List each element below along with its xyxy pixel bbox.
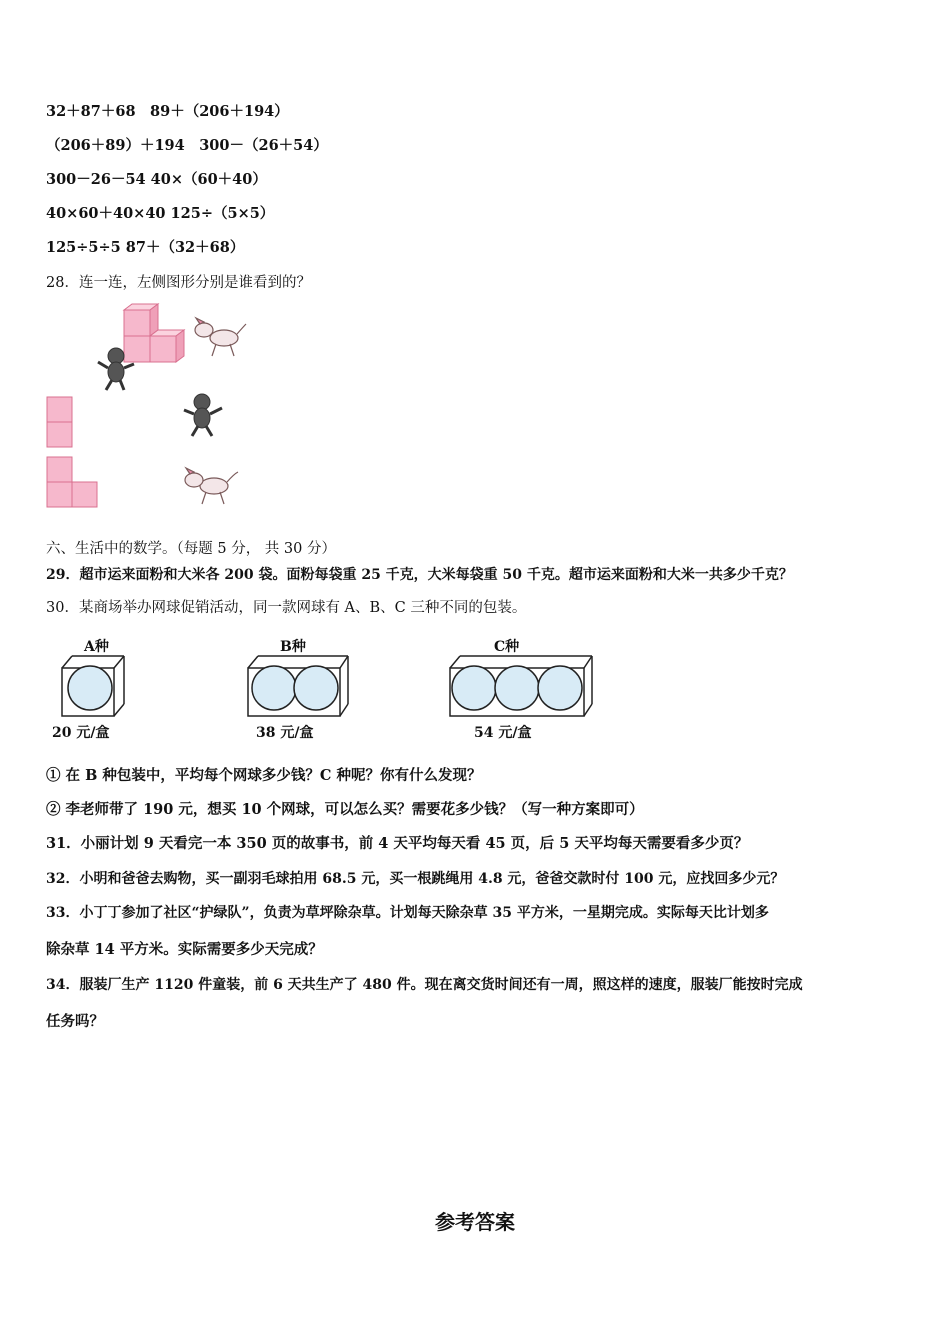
question-32: 32．小明和爸爸去购物，买一副羽毛球拍用 68.5 元，买一根跳绳用 4.8 元，爸爸交款时付 100 元，应找回多少元？ (46, 871, 785, 887)
question-28: 28．连一连，左侧图形分别是谁看到的？ (46, 275, 311, 291)
package-a-price: 20 元/盒 (52, 725, 110, 741)
package-c-label: C种 (494, 639, 520, 655)
calc-line-1: 32＋87＋68 89＋（206＋194） (46, 103, 289, 120)
question-30-sub-2: ② 李老师带了 190 元，想买 10 个网球，可以怎么买？需要花多少钱？（写一种方案即可） (46, 801, 644, 818)
view-shape-vertical (46, 396, 74, 448)
package-c-price: 54 元/盒 (474, 725, 532, 741)
package-a-box (58, 654, 128, 720)
package-c-box (446, 654, 596, 720)
dog-option-icon (180, 464, 240, 508)
question-31: 31．小丽计划 9 天看完一本 350 页的故事书，前 4 天平均每天看 45 页，后 5 天平均每天需要看多少页？ (46, 835, 749, 852)
package-b-label: B种 (280, 639, 306, 655)
view-shape-l (46, 456, 100, 508)
monkey-icon (92, 346, 138, 392)
question-34-line-1: 34．服装厂生产 1120 件童装，前 6 天共生产了 480 件。现在离交货时间还有一周，照这样的速度，服装厂能按时完成 (46, 977, 803, 993)
package-a-label: A种 (84, 639, 109, 655)
answer-title: 参考答案 (435, 1210, 515, 1234)
calc-line-4: 40×60＋40×40 125÷（5×5） (46, 205, 275, 222)
question-29: 29．超市运来面粉和大米各 200 袋。面粉每袋重 25 千克，大米每袋重 50 千克。超市运来面粉和大米一共多少千克？ (46, 567, 793, 583)
question-34-line-2: 任务吗？ (46, 1013, 104, 1030)
question-33-line-1: 33．小丁丁参加了社区“护绿队”，负责为草坪除杂草。计划每天除杂草 35 平方米，一星期完成。实际每天比计划多 (46, 905, 769, 921)
calc-line-3: 300－26－54 40×（60＋40） (46, 171, 267, 188)
package-b-box (244, 654, 352, 720)
question-33-line-2: 除杂草 14 平方米。实际需要多少天完成？ (46, 941, 323, 958)
package-b-price: 38 元/盒 (256, 725, 314, 741)
monkey-option-icon (180, 392, 226, 438)
question-30: 30．某商场举办网球促销活动，同一款网球有 A、B、C 三种不同的包装。 (46, 600, 527, 616)
question-30-sub-1: ① 在 B 种包装中，平均每个网球多少钱？C 种呢？你有什么发现？ (46, 767, 482, 784)
calc-line-2: （206＋89）＋194 300－（26＋54） (46, 137, 328, 154)
section-6-heading: 六、生活中的数学。（每题 5 分， 共 30 分） (46, 541, 336, 557)
dog-icon (190, 316, 248, 360)
calc-line-5: 125÷5÷5 87＋（32＋68） (46, 239, 245, 256)
